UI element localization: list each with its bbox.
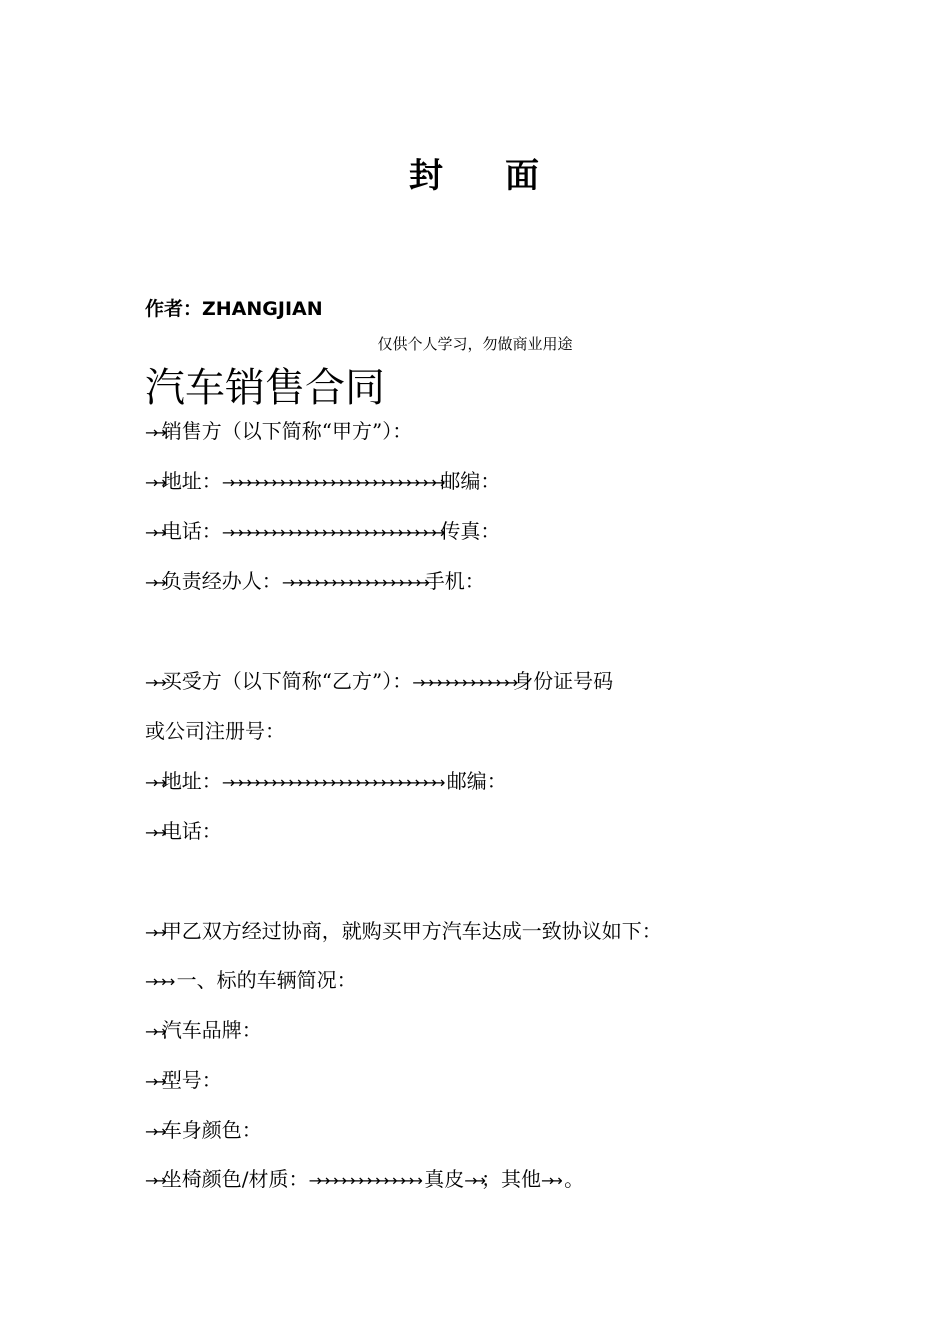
indent-arrow: →→ <box>145 473 162 492</box>
buyer-phone-line <box>145 818 222 846</box>
indent-arrow: →→ <box>145 923 162 942</box>
seller-address-line <box>145 468 500 496</box>
seller-line <box>145 418 412 446</box>
color-label: 车身颜色： <box>161 1118 262 1142</box>
blank-arrow: →→ <box>541 1171 558 1190</box>
blank-arrow: →→ <box>464 1171 482 1190</box>
section-1-text: 一、标的车辆简况： <box>170 968 357 992</box>
document-title: 汽车销售合同 <box>145 365 385 411</box>
brand-line <box>145 1017 262 1045</box>
buyer-address-line <box>145 768 507 796</box>
blank-arrow: →→→→→→→→→→→→→→→→→ <box>281 573 425 592</box>
indent-arrow: →→→ <box>145 972 171 991</box>
indent-arrow: →→ <box>145 1171 162 1190</box>
indent-arrow: →→ <box>145 673 162 692</box>
seller-agent-label: 负责经办人： <box>161 569 282 593</box>
usage-notice <box>0 333 950 354</box>
seller-agent-line <box>145 568 485 596</box>
other-option: ；其他 <box>481 1167 542 1191</box>
indent-arrow: →→ <box>145 423 162 442</box>
section-1-heading <box>145 967 357 995</box>
indent-arrow: →→ <box>145 823 162 842</box>
seller-mobile-label: 手机： <box>424 569 485 593</box>
brand-label: 汽车品牌： <box>161 1018 262 1042</box>
blank-arrow: →→→→→→→→→→→→→→→→→→→→→→→→→→ <box>221 523 441 542</box>
color-line <box>145 1117 262 1145</box>
buyer-phone-label: 电话： <box>161 819 222 843</box>
usage-notice-text: 仅供个人学习，勿做商业用途 <box>377 335 573 353</box>
buyer-label: 买受方（以下简称“乙方”）： <box>161 669 413 693</box>
model-label: 型号： <box>161 1068 222 1092</box>
blank-arrow: →→→→→→→→→→→→ <box>412 673 514 692</box>
seat-label: 坐椅颜色/材质： <box>161 1167 309 1191</box>
cover-title <box>0 148 950 197</box>
buyer-address-label: 地址： <box>161 769 222 793</box>
agreement-text: 甲乙双方经过协商，就购买甲方汽车达成一致协议如下： <box>161 919 662 943</box>
blank-arrow: →→→→→→→→→→→→→→→→→→→→→→→→→→ <box>221 473 441 492</box>
cover-char-1: 封 <box>409 156 445 196</box>
buyer-registration-line: 或公司注册号： <box>145 719 285 743</box>
seller-label: 销售方（以下简称“甲方”）： <box>161 419 413 443</box>
indent-arrow: →→ <box>145 1072 162 1091</box>
indent-arrow: →→ <box>145 1022 162 1041</box>
indent-arrow: →→ <box>145 773 162 792</box>
blank-arrow: →→→→→→→→→→→→→ <box>308 1171 418 1190</box>
buyer-postcode-label: 邮编： <box>440 769 507 793</box>
buyer-line <box>145 668 613 696</box>
cover-char-2: 面 <box>505 156 541 196</box>
seller-fax-label: 传真： <box>440 519 501 543</box>
seat-line <box>145 1166 584 1194</box>
blank-arrow: →→→→→→→→→→→→→→→→→→→→→→→→→→ <box>221 773 441 792</box>
seller-postcode-label: 邮编： <box>440 469 501 493</box>
model-line <box>145 1067 222 1095</box>
seller-address-label: 地址： <box>161 469 222 493</box>
author-line: 作者：ZHANGJIAN <box>145 298 323 320</box>
indent-arrow: →→ <box>145 523 162 542</box>
agreement-line <box>145 918 662 946</box>
indent-arrow: →→ <box>145 1122 162 1141</box>
seller-phone-line <box>145 518 500 546</box>
line-end: 。 <box>557 1167 585 1191</box>
leather-option: 真皮 <box>417 1167 465 1191</box>
buyer-id-label: 身份证号码 <box>513 669 614 693</box>
indent-arrow: →→ <box>145 573 162 592</box>
seller-phone-label: 电话： <box>161 519 222 543</box>
